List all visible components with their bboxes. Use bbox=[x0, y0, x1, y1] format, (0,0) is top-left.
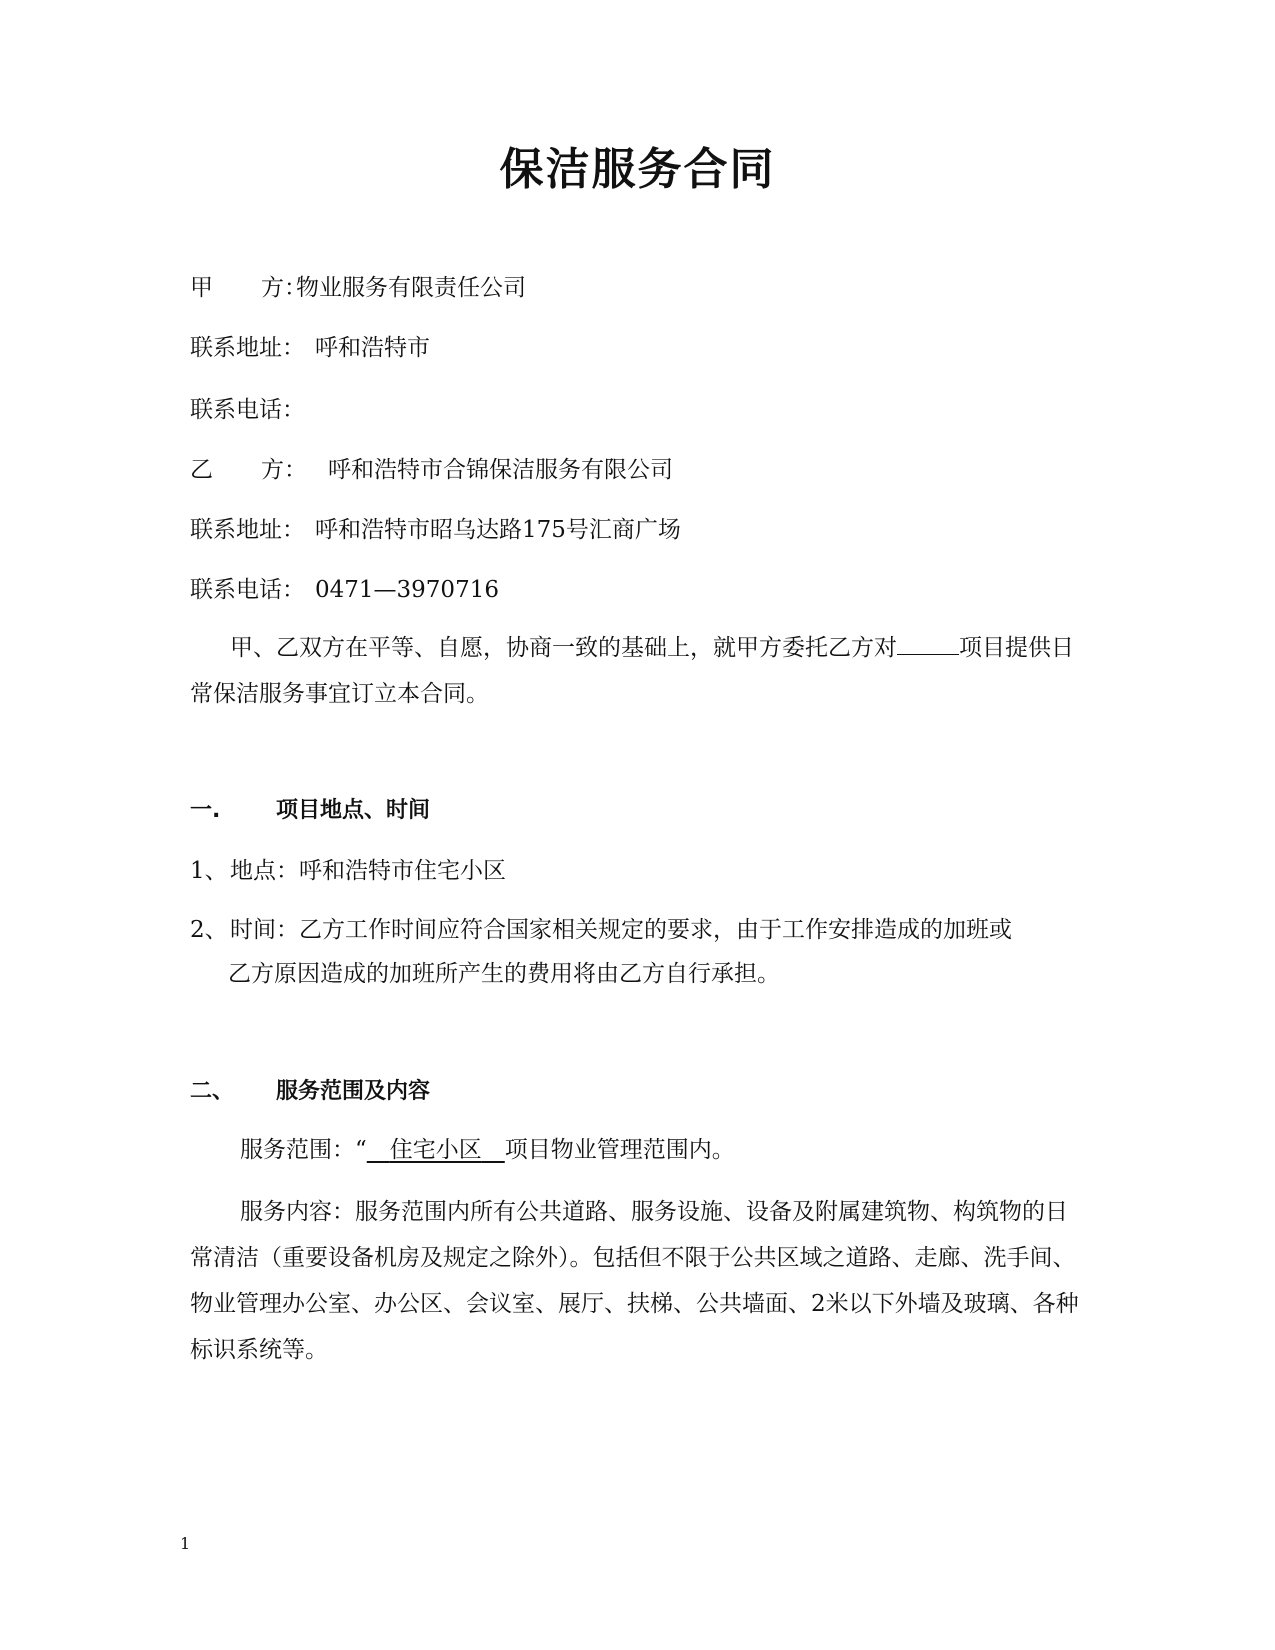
section-2-heading bbox=[190, 1077, 430, 1107]
party-b-address: 呼和浩特市昭乌达路175号汇商广场 bbox=[315, 517, 681, 543]
party-a-address-line bbox=[190, 333, 430, 363]
party-a-address-label: 联系地址： bbox=[190, 335, 305, 361]
section-2-title: 服务范围及内容 bbox=[276, 1079, 431, 1104]
document-title: 保洁服务合同 bbox=[499, 144, 776, 195]
page-number: 1 bbox=[180, 1534, 191, 1553]
list-item: 1、 地点：呼和浩特市住宅小区 bbox=[190, 858, 506, 884]
party-a-phone-label: 联系电话： bbox=[190, 397, 305, 423]
scope-paragraph: 服务范围：“ 住宅小区 项目物业管理范围内。 bbox=[240, 1137, 735, 1163]
section-1-title: 项目地点、时间 bbox=[276, 798, 431, 823]
party-b-name: 呼和浩特市合锦保洁服务有限公司 bbox=[328, 457, 673, 483]
party-b-address-line bbox=[190, 515, 681, 545]
party-a-line bbox=[190, 273, 526, 303]
party-a-name: 物业服务有限责任公司 bbox=[296, 275, 526, 301]
list-item: 2、 时间：乙方工作时间应符合国家相关规定的要求，由于工作安排造成的加班或 乙方原因造成的加班所产生的费用将由乙方自行承担。 bbox=[190, 917, 1012, 987]
party-b-line bbox=[190, 455, 673, 485]
party-a-label: 甲 方： bbox=[190, 275, 307, 301]
party-b-phone-label: 联系电话： bbox=[190, 577, 305, 603]
party-a-address: 呼和浩特市 bbox=[315, 335, 430, 361]
section-2-number: 二、 bbox=[190, 1079, 235, 1104]
intro-paragraph: 甲、乙双方在平等、自愿，协商一致的基础上，就甲方委托乙方对 项目提供日常保洁服务事宜订立本合同。 bbox=[190, 625, 1090, 717]
party-b-phone-line bbox=[190, 575, 499, 605]
project-blank bbox=[897, 630, 959, 655]
section-1-number: 一. bbox=[190, 798, 221, 823]
party-a-phone-line bbox=[190, 395, 305, 425]
section-1-heading bbox=[190, 796, 430, 826]
party-b-address-label: 联系地址： bbox=[190, 517, 305, 543]
party-b-phone: 0471—3970716 bbox=[315, 577, 499, 603]
scope-value: 住宅小区 bbox=[389, 1137, 482, 1163]
party-b-label: 乙 方： bbox=[190, 457, 307, 483]
content-paragraph: 服务内容：服务范围内所有公共道路、服务设施、设备及附属建筑物、构筑物的日常清洁（重要设备机房及规定之除外）。包括但不限于公共区域之道路、走廊、洗手间、物业管理办公室、办公区、会议室、展厅、扶梯、公共墙面、2米以下外墙及玻璃、各种标识系统等。 bbox=[190, 1199, 1079, 1363]
